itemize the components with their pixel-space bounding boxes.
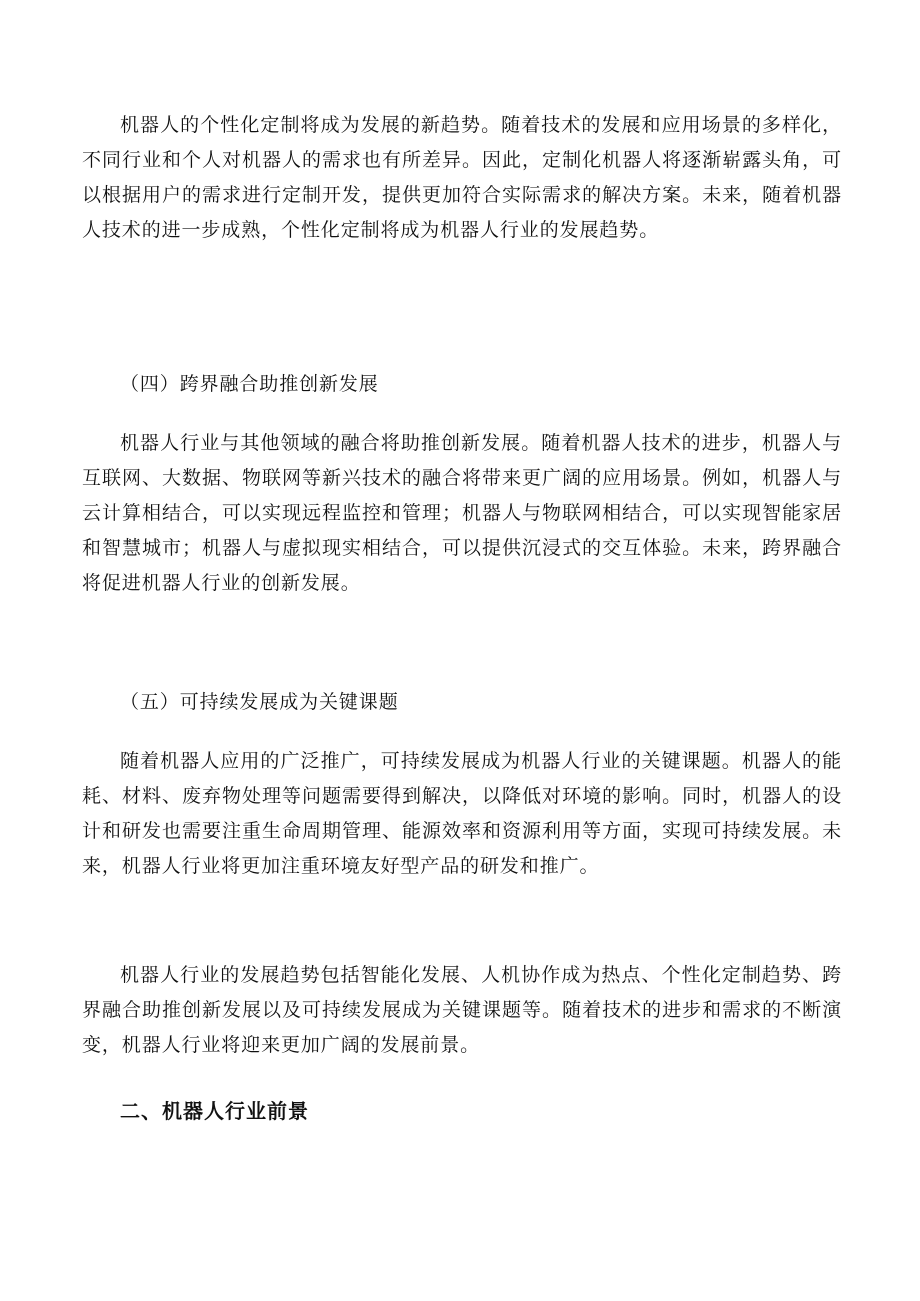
- paragraph-sustainable-development: 随着机器人应用的广泛推广，可持续发展成为机器人行业的关键课题。机器人的能耗、材料、废弃物处理等问题需要得到解决，以降低对环境的影响。同时，机器人的设计和研发也需要注重生命周期管理、能源效率和资源利用等方面，实现可持续发展。未来，机器人行业将更加注重环境友好型产品的研发和推广。: [82, 750, 842, 877]
- paragraph-summary: 机器人行业的发展趋势包括智能化发展、人机协作成为热点、个性化定制趋势、跨界融合助推创新发展以及可持续发展成为关键课题等。随着技术的进步和需求的不断演变，机器人行业将迎来更加广阔的发展前景。: [82, 964, 842, 1056]
- heading-cross-border-integration: （四）跨界融合助推创新发展: [120, 373, 379, 395]
- heading-sustainable-development: （五）可持续发展成为关键课题: [120, 691, 399, 713]
- section-heading-industry-prospects: 二、机器人行业前景: [120, 1099, 309, 1123]
- paragraph-personalization: 机器人的个性化定制将成为发展的新趋势。随着技术的发展和应用场景的多样化，不同行业和个人对机器人的需求也有所差异。因此，定制化机器人将逐渐崭露头角，可以根据用户的需求进行定制开发，提供更加符合实际需求的解决方案。未来，随着机器人技术的进一步成熟，个性化定制将成为机器人行业的发展趋势。: [82, 114, 842, 241]
- paragraph-cross-border-integration: 机器人行业与其他领域的融合将助推创新发展。随着机器人技术的进步，机器人与互联网、大数据、物联网等新兴技术的融合将带来更广阔的应用场景。例如，机器人与云计算相结合，可以实现远程监控和管理；机器人与物联网相结合，可以实现智能家居和智慧城市；机器人与虚拟现实相结合，可以提供沉浸式的交互体验。未来，跨界融合将促进机器人行业的创新发展。: [82, 432, 842, 594]
